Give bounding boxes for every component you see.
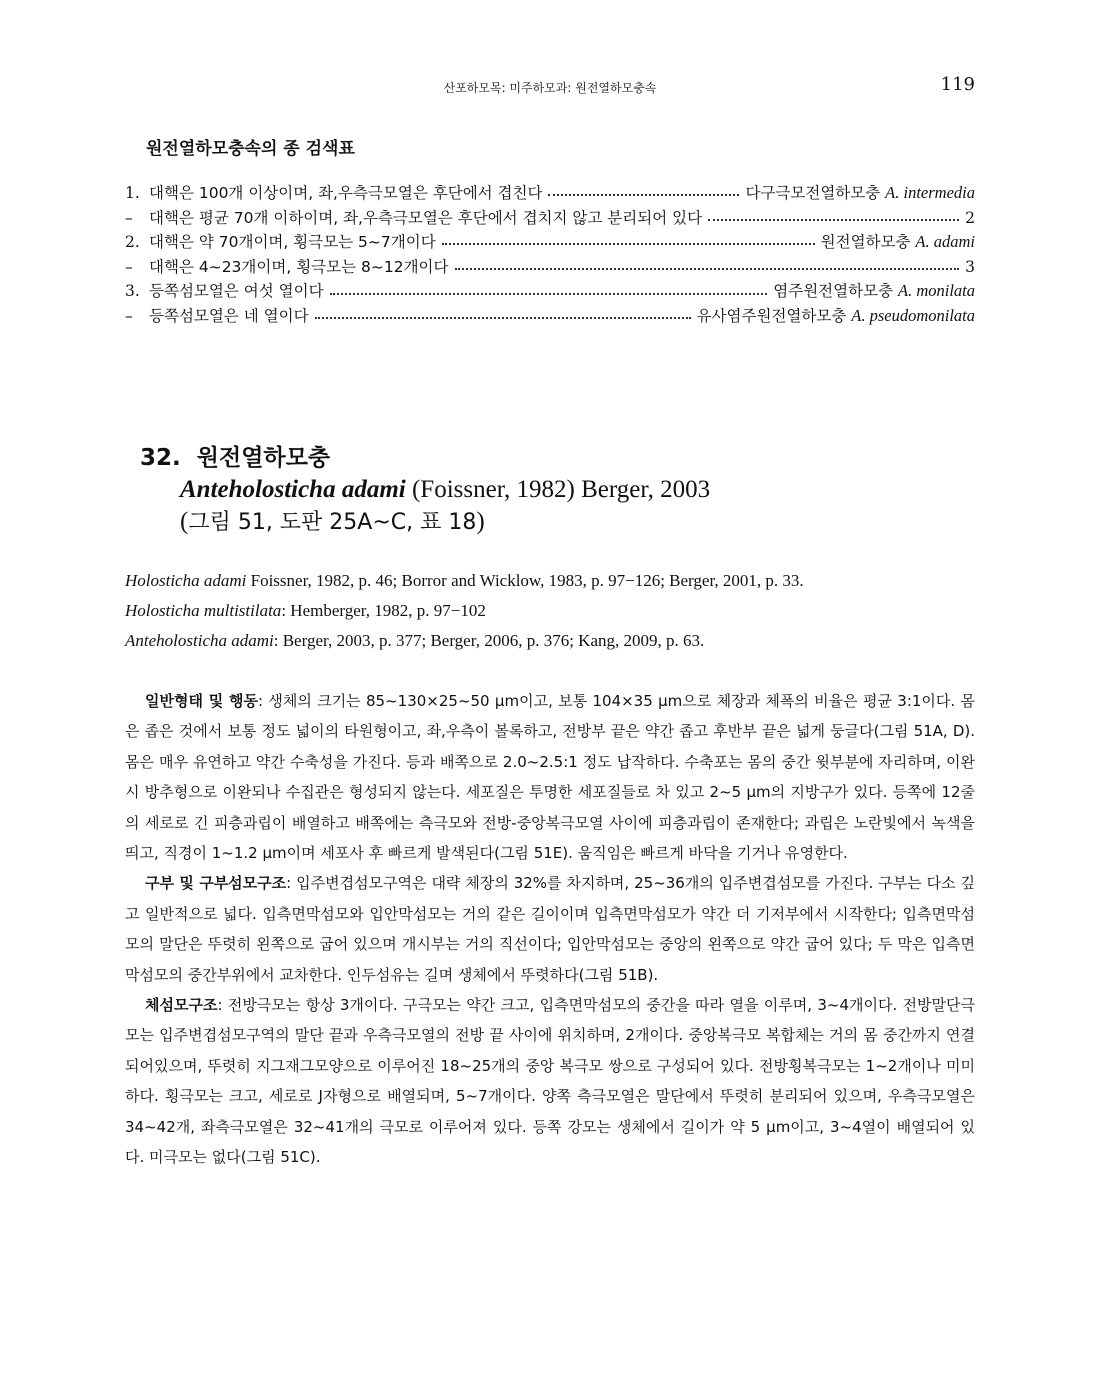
page-number: 119 (940, 74, 975, 95)
species-figure-reference (140, 506, 710, 539)
key-item-number: – (125, 257, 133, 276)
target-scientific-name: A. monilata (898, 281, 975, 301)
key-item-text: 등쪽섬모열은 여섯 열이다 (149, 282, 324, 301)
key-item-text: 등쪽섬모열은 네 열이다 (149, 306, 309, 325)
key-item-target (697, 304, 975, 326)
synonym-name: Anteholosticha adami (125, 631, 274, 650)
leader-dots (330, 293, 768, 295)
species-scientific-name: Anteholosticha adami (180, 476, 406, 503)
synonym-entry (125, 566, 975, 596)
key-item-target: 2 (965, 208, 975, 227)
key-item-target (745, 181, 975, 203)
leader-dots (455, 268, 960, 270)
target-korean-name: 염주원전열하모충 (773, 282, 894, 301)
synonymy-list (125, 566, 975, 656)
key-item-target (773, 279, 975, 301)
running-header (125, 76, 975, 96)
description-paragraph (125, 686, 975, 868)
key-item-text: 대핵은 약 70개이며, 횡극모는 5~7개이다 (149, 233, 436, 252)
synonym-name: Holosticha adami (125, 571, 247, 590)
key-item-number: 1. (125, 184, 140, 202)
paragraph-heading: 구부 및 구부섬모구조 (145, 874, 287, 893)
description-paragraph (125, 990, 975, 1172)
key-item (125, 255, 975, 280)
description-body (125, 686, 975, 1173)
species-title-line (140, 442, 710, 474)
key-item-target (821, 230, 975, 252)
figure-reference-text: 그림 51, 도판 25A~C, 표 18 (188, 510, 477, 535)
target-scientific-name: A. pseudomonilata (851, 305, 975, 325)
species-korean-name: 원전열하모충 (196, 445, 331, 471)
key-item-text: 대핵은 4~23개이며, 횡극모는 8~12개이다 (149, 257, 449, 276)
key-item (125, 181, 975, 206)
paragraph-text: : 생체의 크기는 85~130×25~50 μm이고, 보통 104×35 μm으로 체장과 체폭의 비율은 평균 3:1이다. 몸은 좁은 것에서 보통 정도 넓이의 타원형이고, 좌,우측이 볼록하고, 전방부 끝은 약간 좁고 후반부 끝은 넓게 둥글다(그림 51A, D). 몸은 매우 유연하고 약간 수축성을 가진다. 등과 배쪽으로 2.0~2.5:1 정도 납작하다. 수축포는 몸의 중간 윗부분에 자리하며, 이완시 방추형으로 이완되나 수집관은 형성되지 않는다. 세포질은 투명한 세포질들로 차 있고 2~5 μm의 지방구가 있다. 등쪽에 12줄의 세로로 긴 피층과립이 배열하고 배쪽에는 측극모와 전방-중앙복극모열 사이에 피층과립이 존재한다; 과립은 노란빛에서 녹색을 띄고, 직경이 1~1.2 μm이며 세포사 후 빠르게 발색된다(그림 51E). 움직임은 빠르게 바닥을 기거나 유영한다. (125, 692, 975, 863)
leader-dots (548, 194, 739, 196)
key-item (125, 279, 975, 304)
synonym-name: Holosticha multistilata (125, 601, 282, 620)
key-item-number: – (125, 306, 133, 325)
key-item-text: 대핵은 평균 70개 이하이며, 좌,우측극모열은 후단에서 겹치지 않고 분리되어 있다 (149, 208, 703, 227)
key-item-number: 2. (125, 233, 140, 252)
target-scientific-name: A. intermedia (885, 183, 975, 202)
synonym-entry (125, 596, 975, 626)
key-title: 원전열하모충속의 종 검색표 (146, 139, 355, 159)
key-item-number: – (125, 208, 133, 227)
paragraph-text: : 전방극모는 항상 3개이다. 구극모는 약간 크고, 입측면막섬모의 중간을 따라 열을 이루며, 3~4개이다. 전방말단극모는 입주변겹섬모구역의 말단 끝과 우측극모열의 전방 끝 사이에 위치하며, 2개이다. 중앙복극모 복합체는 거의 몸 중간까지 연결되어있으며, 뚜렷히 지그재그모양으로 이루어진 18~25개의 중앙 복극모 쌍으로 구성되어 있다. 전방횡복극모는 1~2개이나 미미하다. 횡극모는 크고, 세로로 J자형으로 배열되며, 5~7개이다. 양쪽 측극모열은 말단에서 뚜렷히 분리되어 있으며, 우측극모열은 34~42개, 좌측극모열은 32~41개의 극모로 이루어져 있다. 등쪽 강모는 생체에서 길이가 약 5 μm이고, 3~4열이 배열되어 있다. 미극모는 없다(그림 51C). (125, 996, 975, 1167)
leader-dots (708, 219, 959, 221)
species-number: 32. (140, 445, 181, 471)
running-title: 산포하모목: 미주하모과: 원전열하모충속 (443, 81, 657, 95)
synonym-references: : Berger, 2003, p. 377; Berger, 2006, p. 376; Kang, 2009, p. 63. (273, 631, 705, 650)
species-heading (140, 442, 710, 539)
description-paragraph (125, 868, 975, 990)
target-scientific-name: A. adami (915, 232, 975, 252)
key-item (125, 304, 975, 329)
key-item-text: 대핵은 100개 이상이며, 좌,우측극모열은 후단에서 겹친다 (149, 184, 543, 202)
paragraph-text: : 입주변겹섬모구역은 대략 체장의 32%를 차지하며, 25~36개의 입주변겹섬모를 가진다. 구부는 다소 깊고 일반적으로 넓다. 입측면막섬모와 입안막섬모는 거의 같은 길이이며 입측면막섬모가 약간 더 기저부에서 시작한다; 입측면막섬모의 말단은 뚜렷히 왼쪽으로 굽어 있으며 개시부는 거의 직선이다; 입안막섬모는 중앙의 왼쪽으로 약간 굽어 있다; 두 막은 입측면막섬모의 중간부위에서 교차한다. 인두섬유는 길며 생체에서 뚜렷하다(그림 51B). (125, 874, 975, 984)
key-item (125, 206, 975, 231)
species-authority: (Foissner, 1982) Berger, 2003 (411, 476, 711, 503)
paragraph-heading: 일반형태 및 행동 (145, 692, 259, 710)
target-korean-name: 유사염주원전열하모충 (696, 306, 847, 325)
species-scientific-line (140, 474, 710, 506)
key-item (125, 230, 975, 255)
synonym-references: : Hemberger, 1982, p. 97−102 (281, 601, 486, 620)
key-item-number: 3. (125, 282, 140, 301)
identification-key (125, 181, 975, 329)
synonym-entry (125, 626, 975, 656)
key-item-target: 3 (965, 257, 975, 276)
paren-open: ( (180, 508, 189, 535)
leader-dots (442, 243, 815, 245)
paren-close: ) (476, 508, 485, 535)
leader-dots (315, 317, 691, 319)
target-korean-name: 다구극모전열하모충 (745, 184, 881, 202)
target-korean-name: 원전열하모충 (820, 233, 911, 252)
synonym-references: Foissner, 1982, p. 46; Borror and Wicklow, 1983, p. 97−126; Berger, 2001, p. 33. (246, 571, 804, 590)
paragraph-heading: 체섬모구조 (145, 996, 218, 1015)
